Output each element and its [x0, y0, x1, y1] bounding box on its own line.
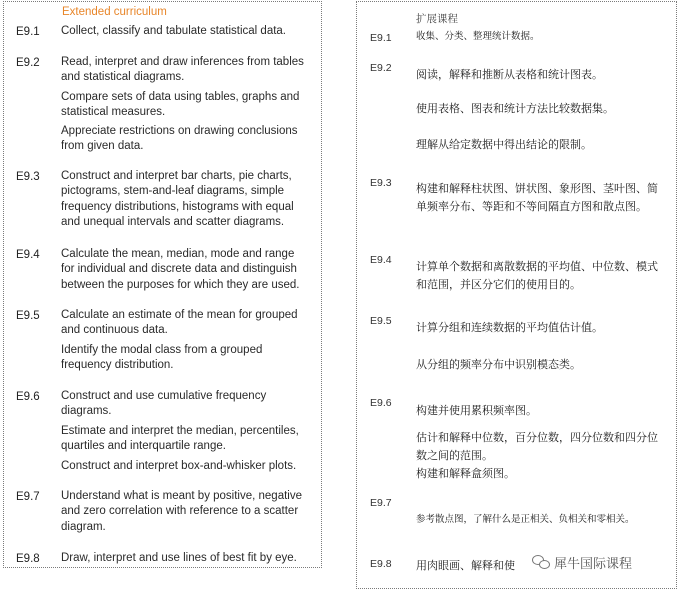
code-e9-6: E9.6 [16, 391, 40, 403]
code-e9-7-cn: E9.7 [370, 497, 392, 509]
watermark [528, 551, 636, 573]
chinese-e9-1-text: 收集、分类、整理统计数据。 [416, 31, 540, 42]
code-e9-1: E9.1 [16, 26, 40, 38]
code-e9-8-cn: E9.8 [370, 558, 392, 570]
english-e9-2-text-2: Compare sets of data using tables, graphs and statistical measures. [61, 91, 300, 119]
chinese-e9-7-text: 参考散点图，了解什么是正相关、负相关和零相关。 [416, 514, 635, 525]
chinese-e9-4-text: 计算单个数据和离散数据的平均值、中位数、模式和范围，并区分它们的使用目的。 [416, 260, 658, 291]
code-e9-8: E9.8 [16, 553, 40, 565]
chinese-e9-2-text-2: 使用表格、图表和统计方法比较数据集。 [416, 102, 614, 115]
code-e9-5-cn: E9.5 [370, 315, 392, 327]
chinese-heading: 扩展课程 [416, 13, 458, 25]
english-e9-6-text-1: Construct and use cumulative frequency diagrams. [61, 390, 267, 418]
chinese-e9-5-text-1: 计算分组和连续数据的平均值估计值。 [416, 321, 603, 334]
chinese-e9-6-text-3: 构建和解释盒须图。 [416, 467, 515, 480]
code-e9-1-cn: E9.1 [370, 32, 392, 44]
english-e9-2-text-1: Read, interpret and draw inferences from tables and statistical diagrams. [61, 56, 304, 84]
chinese-e9-2-text-1: 阅读，解释和推断从表格和统计图表。 [416, 68, 603, 81]
english-e9-6-text-3: Construct and interpret box-and-whisker plots. [61, 460, 297, 472]
wechat-icon [532, 555, 550, 569]
english-e9-5-text-1: Calculate an estimate of the mean for grouped and continuous data. [61, 309, 298, 337]
watermark-text: 犀牛国际课程 [554, 556, 633, 572]
code-e9-2: E9.2 [16, 57, 40, 69]
english-e9-2-text-3: Appreciate restrictions on drawing conclusions from given data. [61, 125, 298, 153]
chinese-e9-2-text-3: 理解从给定数据中得出结论的限制。 [416, 138, 592, 151]
english-e9-8-text: Draw, interpret and use lines of best fit by eye. [61, 552, 297, 564]
english-e9-6-text-2: Estimate and interpret the median, percentiles, quartiles and interquartile range. [61, 425, 299, 453]
english-e9-1-text: Collect, classify and tabulate statistical data. [61, 25, 287, 37]
english-e9-4-text: Calculate the mean, median, mode and range for individual and discrete data and distinguish between the purposes for which they are used. [61, 248, 300, 291]
code-e9-4: E9.4 [16, 249, 40, 261]
chinese-curriculum-panel [356, 1, 677, 589]
english-e9-3-text: Construct and interpret bar charts, pie charts, pictograms, stem-and-leaf diagrams, simple frequency distributions, histograms with equal and unequal intervals and scatter diagrams. [61, 170, 294, 229]
english-curriculum-panel [3, 1, 322, 568]
english-e9-5-text-2: Identify the modal class from a grouped frequency distribution. [61, 344, 263, 372]
chinese-e9-5-text-2: 从分组的频率分布中识别模态类。 [416, 358, 581, 371]
code-e9-3: E9.3 [16, 171, 40, 183]
code-e9-4-cn: E9.4 [370, 254, 392, 266]
code-e9-6-cn: E9.6 [370, 397, 392, 409]
english-e9-7-text: Understand what is meant by positive, negative and zero correlation with reference to a scatter diagram. [61, 490, 302, 533]
chinese-e9-8-text: 用肉眼画、解释和使 [416, 559, 515, 572]
chinese-e9-6-text-1: 构建并使用累积频率图。 [416, 404, 537, 417]
code-e9-5: E9.5 [16, 310, 40, 322]
chinese-e9-6-text-2: 估计和解释中位数，百分位数，四分位数和四分位数之间的范围。 [416, 431, 658, 462]
code-e9-7: E9.7 [16, 491, 40, 503]
code-e9-3-cn: E9.3 [370, 177, 392, 189]
code-e9-2-cn: E9.2 [370, 62, 392, 74]
chinese-e9-3-text: 构建和解释柱状图、饼状图、象形图、茎叶图、简单频率分布、等距和不等间隔直方图和散点图。 [416, 182, 658, 213]
english-heading: Extended curriculum [62, 6, 167, 18]
